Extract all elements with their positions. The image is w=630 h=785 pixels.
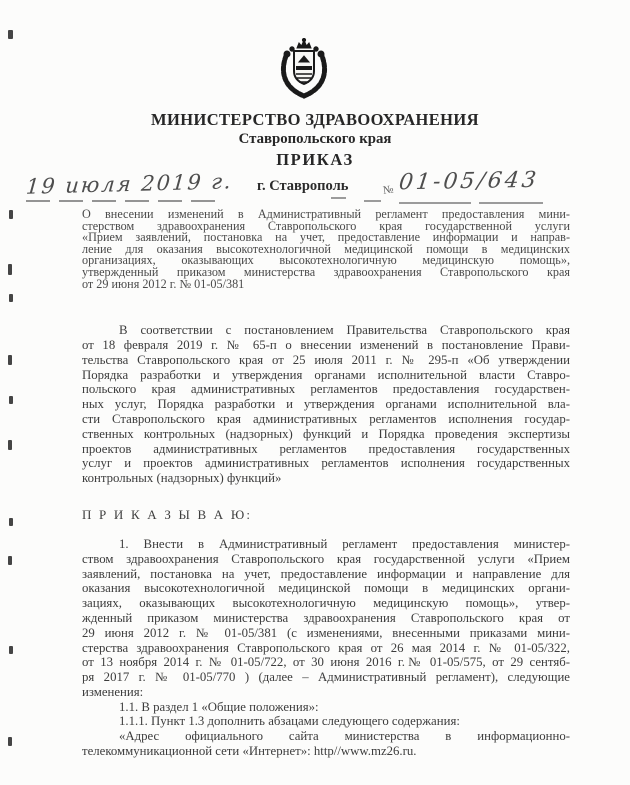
text-line: жденный приказом министерства здравоохранения Ставропольского края от <box>82 610 570 625</box>
scan-artifact <box>8 737 12 746</box>
document-type: ПРИКАЗ <box>276 150 354 169</box>
text-line: «Прием заявлений, постановка на учет, предоставление информации и направ- <box>82 230 570 245</box>
scan-artifact <box>8 440 12 450</box>
number-underline <box>399 202 471 204</box>
scan-artifact <box>9 396 13 404</box>
text-line: 1. Внести в Административный регламент предоставления министер- <box>119 536 570 551</box>
text-line: О внесении изменений в Административный регламент предоставления мини- <box>82 207 570 221</box>
text-line: от 29 июня 2012 г. № 01-05/381 <box>82 276 245 291</box>
text-line: ством здравоохранения Ставропольского края государственной услуги «Прием <box>82 551 570 566</box>
date-underline <box>26 200 218 202</box>
text-line: ря 2017 г. № 01-05/770 ) (далее – Административный регламент), следующие <box>82 670 570 685</box>
item-1-1-line: 1.1. В раздел 1 «Общие положения»: <box>119 699 319 714</box>
text-line: сти Ставропольского края административных регламентов исполнения государ- <box>82 411 570 426</box>
text-line: стерством здравоохранения Ставропольского края государственной услуги <box>82 218 570 233</box>
item-1-1-1-line: 1.1.1. Пункт 1.3 дополнить абзацами следующего содержания: <box>119 714 460 729</box>
site-address-line-2: телекоммуникационной сети «Интернет»: http//www.mz26.ru. <box>82 744 417 759</box>
subject-paragraph <box>82 209 570 290</box>
preamble-paragraph <box>82 323 570 486</box>
scan-artifact <box>9 294 13 302</box>
scan-artifact <box>8 556 12 565</box>
text-line: ных услуг, Порядка разработки и утверждения органами исполнительной вла- <box>82 397 570 412</box>
handwritten-number: 01-05/643 <box>397 167 541 196</box>
scan-artifact <box>8 30 13 39</box>
text-line: организациях, оказывающих высокотехнологичную медицинскую помощь», <box>82 253 570 268</box>
text-line: проектов административных регламентов предоставления государственных <box>82 441 570 456</box>
stavropol-krai-coat-of-arms-icon <box>278 38 330 102</box>
text-line: заявлений, постановка на учет, предоставление информации и направление для <box>82 566 570 581</box>
text-line: от 13 ноября 2014 г. № 01-05/722, от 30 июня 2016 г.№ 01-05/575, от 29 сентяб- <box>82 655 570 670</box>
text-line: тельства Ставропольского края от 25 июля 2011 г. № 295-п «Об утверждении <box>82 352 570 367</box>
handwritten-date: 19 июля 2019 г. <box>25 169 234 199</box>
text-line: услуг и проектов административных регламентов исполнения государственных <box>82 456 570 471</box>
text-line: Порядка разработки и утверждения органами исполнительной власти Ставро- <box>82 367 570 382</box>
text-line: изменения: <box>82 684 144 699</box>
text-line: ление для оказания высокотехнологичной медицинской помощи в медицинских <box>82 241 570 256</box>
text-line: В соответствии с постановлением Правительства Ставропольского края <box>119 323 570 338</box>
number-underline <box>479 202 543 204</box>
city-underline <box>331 197 346 199</box>
scan-artifact <box>9 518 13 526</box>
scan-artifact <box>9 210 13 219</box>
scan-artifact <box>9 646 13 654</box>
scan-artifact <box>8 355 12 365</box>
scan-artifact <box>8 264 12 275</box>
text-line: оказания высокотехнологичной медицинской помощи в медицинских органи- <box>82 581 570 596</box>
text-line: ственных контрольных (надзорных) функций и Порядка проведения экспертизы <box>82 426 570 441</box>
text-line: зациях, оказывающих высокотехнологичную медицинскую помощь», утвер- <box>82 596 570 611</box>
text-line: польского края административных регламентов предоставления государствен- <box>82 382 570 397</box>
site-address-line-1: «Адрес официального сайта министерства в информационно- <box>119 729 570 744</box>
region-subtitle: Ставропольского края <box>238 131 392 147</box>
city-label: г. Ставрополь <box>257 178 349 194</box>
text-line: стерства здравоохранения Ставропольского края от 26 мая 2014 г. № 01-05/322, <box>82 640 570 655</box>
number-underline <box>364 200 381 202</box>
text-line: 29 июня 2012 г. № 01-05/381 (с изменениями, внесенными приказами мини- <box>82 625 570 640</box>
text-line: контрольных (надзорных) функций» <box>82 471 282 486</box>
document-body <box>82 209 570 759</box>
text-line: утвержденный приказом министерства здравоохранения Ставропольского края <box>82 264 570 279</box>
ministry-title: МИНИСТЕРСТВО ЗДРАВООХРАНЕНИЯ <box>151 110 479 129</box>
order-word: П Р И К А З Ы В А Ю: <box>82 506 253 522</box>
item-1-paragraph <box>82 537 570 700</box>
text-line: от 18 февраля 2019 г. № 65-п о внесении изменений в постановление Прави- <box>82 337 570 352</box>
number-sign: № <box>382 183 395 197</box>
